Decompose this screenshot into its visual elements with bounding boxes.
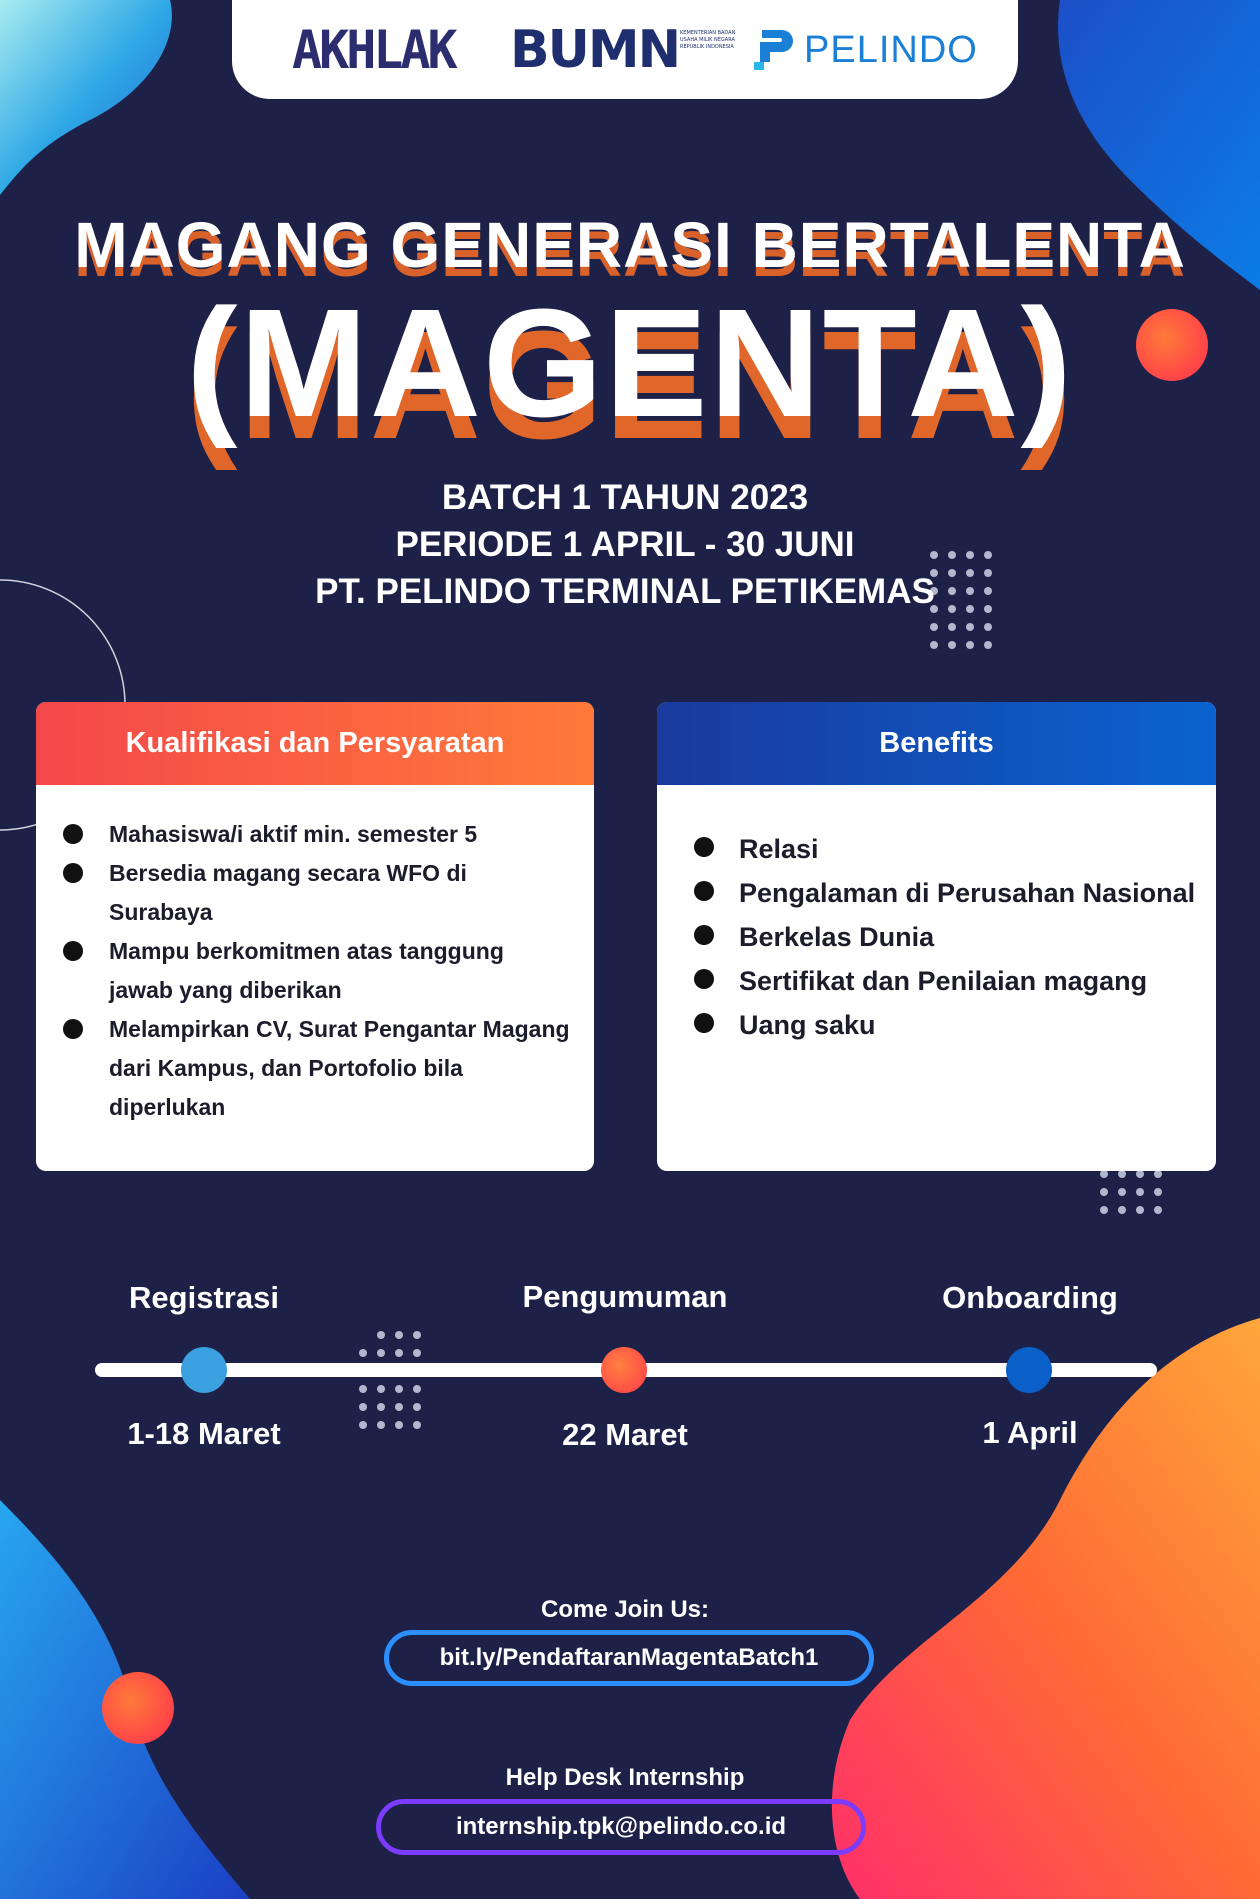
list-item: Berkelas Dunia <box>739 915 1196 959</box>
list-item: Bersedia magang secara WFO di Surabaya <box>109 854 574 932</box>
helpdesk-email-link[interactable]: internship.tpk@pelindo.co.id <box>376 1799 866 1855</box>
pelindo-mark-icon <box>752 28 794 72</box>
bullet-icon <box>694 925 714 945</box>
list-item: Pengalaman di Perusahan Nasional <box>739 871 1196 915</box>
benefits-list <box>657 785 1216 1047</box>
join-label: Come Join Us: <box>540 1596 710 1623</box>
list-item: Melampirkan CV, Surat Pengantar Magang dari Kampus, dan Portofolio bila diperlukan <box>109 1010 574 1127</box>
timeline-dot-onboarding <box>1006 1347 1052 1393</box>
timeline-date-onboarding: 1 April <box>982 1415 1078 1450</box>
bullet-icon <box>63 824 83 844</box>
timeline-date-registrasi: 1-18 Maret <box>127 1416 281 1451</box>
list-item: Uang saku <box>739 1003 1196 1047</box>
bullet-icon <box>694 837 714 857</box>
bullet-icon <box>63 863 83 883</box>
subtitle-batch: BATCH 1 TAHUN 2023 <box>441 478 809 517</box>
timeline-date-pengumuman: 22 Maret <box>562 1417 688 1452</box>
timeline-stage-registrasi: Registrasi <box>129 1280 279 1315</box>
list-item: Relasi <box>739 827 1196 871</box>
helpdesk-label: Help Desk Internship <box>505 1764 745 1791</box>
bumn-logo-subtext: KEMENTERIAN BADAN USAHA MILIK NEGARA REPUBLIK INDONESIA <box>680 30 736 50</box>
bullet-icon <box>694 969 714 989</box>
qualifications-list <box>36 785 594 1127</box>
benefits-heading: Benefits <box>657 702 1216 785</box>
qualifications-heading: Kualifikasi dan Persyaratan <box>36 702 594 785</box>
bumn-logo: BUMN <box>510 20 680 80</box>
bullet-icon <box>63 941 83 961</box>
qualifications-card <box>36 702 594 1171</box>
list-item: Mampu berkomitmen atas tanggung jawab yang diberikan <box>109 932 574 1010</box>
title-line-2: (MAGENTA) <box>186 277 1074 449</box>
logo-bar <box>232 0 1018 99</box>
akhlak-logo: AKHLAK <box>292 19 455 81</box>
benefits-card <box>657 702 1216 1171</box>
pelindo-logo <box>752 22 978 78</box>
bullet-icon <box>694 881 714 901</box>
subtitle-period: PERIODE 1 APRIL - 30 JUNI <box>395 525 855 564</box>
timeline-dot-registrasi <box>181 1347 227 1393</box>
pelindo-logo-text: PELINDO <box>804 28 978 71</box>
subtitle-company: PT. PELINDO TERMINAL PETIKEMAS <box>315 572 935 611</box>
registration-link[interactable]: bit.ly/PendaftaranMagentaBatch1 <box>384 1630 874 1686</box>
bullet-icon <box>63 1019 83 1039</box>
title-line-1: MAGANG GENERASI BERTALENTA <box>74 209 1186 281</box>
timeline-dot-pengumuman <box>601 1347 647 1393</box>
timeline-stage-onboarding: Onboarding <box>942 1280 1118 1315</box>
bullet-icon <box>694 1013 714 1033</box>
list-item: Sertifikat dan Penilaian magang <box>739 959 1196 1003</box>
timeline-stage-pengumuman: Pengumuman <box>522 1279 728 1314</box>
list-item: Mahasiswa/i aktif min. semester 5 <box>109 815 574 854</box>
